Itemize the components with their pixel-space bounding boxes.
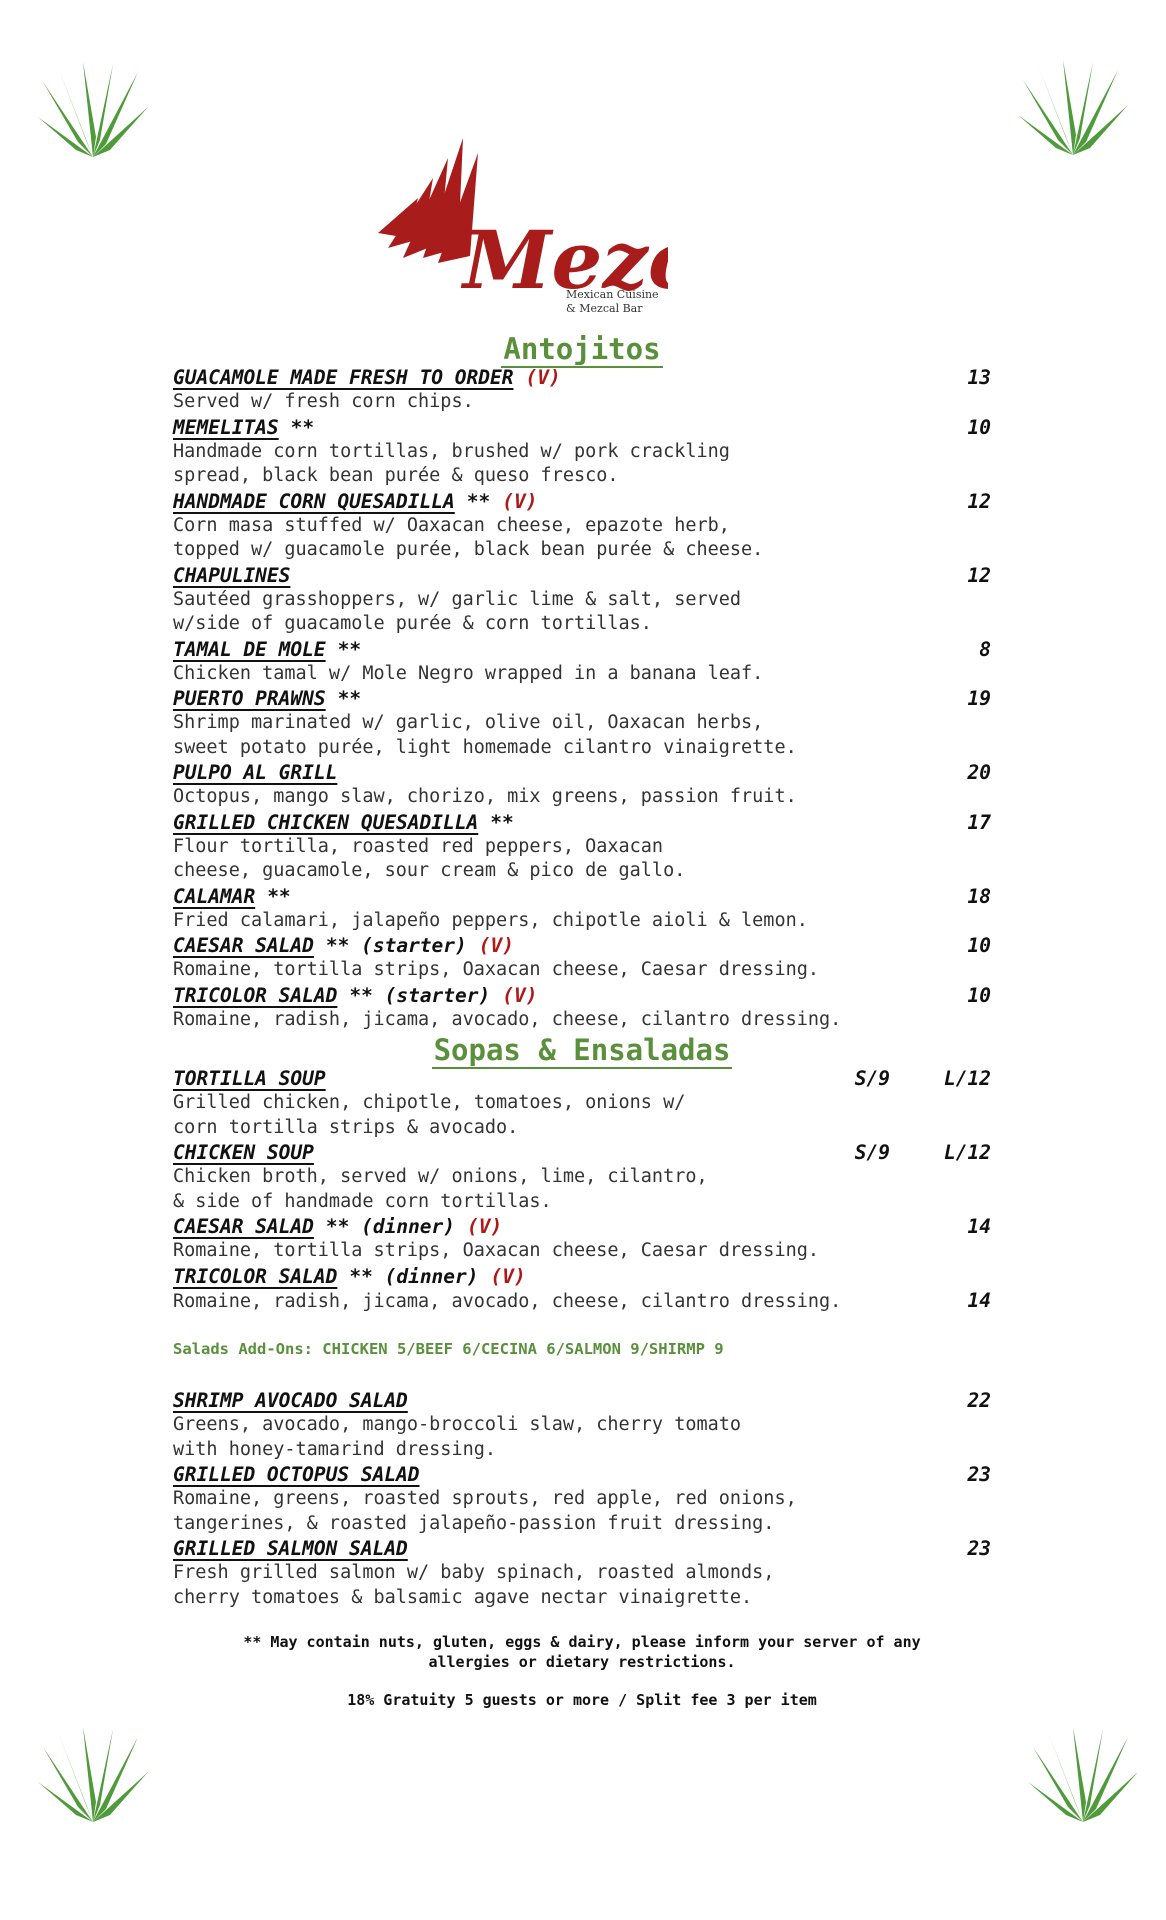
menu-item	[173, 563, 991, 637]
item-description: cherry tomatoes & balsamic agave nectar vinaigrette.	[173, 1586, 753, 1608]
item-header	[173, 983, 991, 1008]
price-large: L/12	[944, 1141, 991, 1164]
item-description: Flour tortilla, roasted red peppers, Oaxacan	[173, 835, 664, 857]
item-header	[173, 1536, 991, 1561]
item-name: PULPO AL GRILL	[173, 761, 338, 784]
item-name: GRILLED CHICKEN QUESADILLA	[173, 810, 479, 834]
item-description: Romaine, tortilla strips, Oaxacan cheese, Caesar dressing.	[173, 959, 820, 980]
item-name: HANDMADE CORN QUESADILLA	[173, 489, 455, 513]
item-price: 12	[967, 489, 991, 513]
allergy-note-line: ** May contain nuts, gluten, eggs & dairy, please inform your server of any	[243, 1633, 921, 1651]
item-name: PUERTO PRAWNS	[173, 687, 326, 710]
item-stars: ** (dinner)	[325, 1215, 456, 1238]
item-description: Fresh grilled salmon w/ baby spinach, roasted almonds,	[173, 1562, 775, 1583]
item-description: Handmade corn tortillas, brushed w/ pork crackling	[173, 440, 730, 462]
menu-item	[173, 983, 991, 1033]
item-name: TORTILLA SOUP	[173, 1067, 326, 1090]
item-stars: **	[490, 810, 514, 834]
item-description: Served w/ fresh corn chips.	[173, 391, 474, 412]
item-name: SHRIMP AVOCADO SALAD	[173, 1389, 408, 1412]
salad-addons: Salads Add-Ons: CHICKEN 5/BEEF 6/CECINA 6/SALMON 9/SHIRMP 9	[173, 1340, 724, 1358]
item-price: 22	[967, 1389, 991, 1412]
section-title-sopas: Sopas & Ensaladas	[433, 1033, 731, 1067]
item-header	[173, 637, 991, 662]
item-description: Romaine, radish, jicama, avocado, cheese, cilantro dressing.	[173, 1008, 842, 1030]
item-description: spread, black bean purée & queso fresco.	[173, 465, 619, 486]
menu-item	[173, 810, 991, 884]
item-name: CAESAR SALAD	[173, 1215, 314, 1238]
item-price: 19	[967, 687, 991, 710]
item-description: Grilled chicken, chipotle, tomatoes, onions w/	[173, 1092, 686, 1113]
item-price: 10	[967, 934, 991, 957]
item-description: Fried calamari, jalapeño peppers, chipotle aioli & lemon.	[173, 909, 808, 931]
item-price: 8	[979, 637, 991, 661]
menu-item	[173, 1388, 991, 1462]
item-header	[173, 563, 991, 588]
item-name: CHICKEN SOUP	[173, 1141, 314, 1164]
item-header	[173, 760, 991, 785]
item-header	[173, 415, 991, 440]
item-price: 13	[967, 366, 991, 389]
item-description: tangerines, & roasted jalapeño-passion fruit dressing.	[173, 1512, 775, 1534]
item-description: Romaine, radish, jicama, avocado, cheese, cilantro dressing.	[173, 1290, 842, 1312]
menu-item	[173, 1140, 991, 1214]
item-stars: **	[337, 687, 362, 710]
item-price: 17	[967, 810, 991, 834]
menu-item	[173, 933, 991, 983]
item-header	[173, 1140, 991, 1165]
menu-item	[173, 1214, 991, 1264]
item-name: CAESAR SALAD	[173, 934, 314, 957]
vegetarian-badge: (V)	[525, 366, 561, 389]
menu-item	[173, 489, 991, 563]
menu-item	[173, 1536, 991, 1610]
item-price: 23	[967, 1463, 991, 1486]
menu-item	[173, 1066, 991, 1140]
item-sizes	[855, 1066, 991, 1091]
item-description: Romaine, tortilla strips, Oaxacan cheese, Caesar dressing.	[173, 1240, 820, 1261]
menu-item	[173, 365, 991, 415]
menu-item	[173, 686, 991, 760]
allergy-note-line: allergies or dietary restrictions.	[428, 1653, 736, 1671]
price-small: S/9	[854, 1067, 891, 1090]
item-description: Corn masa stuffed w/ Oaxacan cheese, epazote herb,	[173, 514, 730, 536]
mezcal-logo	[378, 138, 668, 333]
item-price: 10	[967, 415, 991, 439]
item-price: 14	[967, 1288, 991, 1312]
item-description: Sautéed grasshoppers, w/ garlic lime & salt, served	[173, 588, 742, 610]
item-name: TAMAL DE MOLE	[173, 637, 326, 661]
item-header	[173, 365, 991, 390]
item-description: Chicken broth, served w/ onions, lime, cilantro,	[173, 1166, 708, 1187]
allergy-note	[173, 1632, 991, 1672]
item-price: 10	[967, 983, 991, 1007]
soups-list	[173, 1066, 991, 1214]
item-header	[173, 489, 991, 514]
item-description: Octopus, mango slaw, chorizo, mix greens, passion fruit.	[173, 786, 797, 807]
item-header	[173, 810, 991, 835]
item-stars: ** (starter)	[325, 934, 467, 957]
item-description: cheese, guacamole, sour cream & pico de gallo.	[173, 860, 686, 881]
svg-text:Mezcal: Mez	[463, 213, 648, 307]
item-price: 23	[967, 1537, 991, 1560]
item-name: MEMELITAS	[173, 415, 279, 439]
item-header	[173, 884, 991, 909]
item-sizes	[855, 1140, 991, 1165]
item-header	[173, 933, 991, 958]
svg-text:Mexican Cuisine: Mexican Cuisine	[566, 288, 659, 301]
item-stars: **	[267, 884, 291, 908]
item-header	[173, 1462, 991, 1487]
item-price: 20	[967, 761, 991, 784]
item-description: with honey-tamarind dressing.	[173, 1438, 497, 1460]
item-stars: ** (dinner)	[349, 1264, 479, 1288]
gratuity-note: 18% Gratuity 5 guests or more / Split fee 3 per item	[347, 1691, 817, 1709]
item-name: GUACAMOLE MADE FRESH TO ORDER	[173, 366, 514, 389]
vegetarian-badge: (V)	[478, 934, 515, 957]
item-price: 12	[967, 563, 991, 587]
agave-icon	[1018, 60, 1128, 155]
item-name: CHAPULINES	[173, 563, 291, 587]
item-name: CALAMAR	[173, 884, 256, 908]
menu-body	[173, 333, 991, 1710]
agave-icon	[1028, 1727, 1138, 1822]
item-header	[173, 686, 991, 711]
price-large: L/12	[944, 1067, 991, 1090]
vegetarian-badge: (V)	[467, 1215, 503, 1238]
item-name: TRICOLOR SALAD	[173, 1264, 338, 1288]
agave-icon	[38, 62, 148, 157]
item-name: GRILLED OCTOPUS SALAD	[173, 1463, 420, 1486]
salads-list	[173, 1388, 991, 1610]
agave-icon	[38, 1727, 148, 1822]
antojitos-list	[173, 365, 991, 1032]
item-description: Romaine, greens, roasted sprouts, red apple, red onions,	[173, 1488, 797, 1509]
price-small: S/9	[854, 1141, 891, 1164]
vegetarian-badge: (V)	[490, 1264, 526, 1288]
section-title-antojitos: Antojitos	[503, 332, 661, 366]
svg-text:& Mezcal Bar: & Mezcal Bar	[566, 302, 643, 315]
item-name: TRICOLOR SALAD	[173, 983, 338, 1007]
item-description: topped w/ guacamole purée, black bean purée & cheese.	[173, 539, 764, 560]
vegetarian-badge: (V)	[502, 489, 538, 513]
item-description: Chicken tamal w/ Mole Negro wrapped in a banana leaf.	[173, 662, 764, 684]
item-description: w/side of guacamole purée & corn tortillas.	[173, 613, 652, 634]
item-description: Greens, avocado, mango-broccoli slaw, cherry tomato	[173, 1414, 742, 1435]
item-description: sweet potato purée, light homemade cilantro vinaigrette.	[173, 736, 797, 758]
menu-item	[173, 1264, 991, 1315]
item-name: GRILLED SALMON SALAD	[173, 1537, 408, 1560]
item-header	[173, 1388, 991, 1413]
item-header	[173, 1066, 991, 1091]
item-price: 14	[967, 1215, 991, 1238]
item-description: & side of handmade corn tortillas.	[173, 1190, 552, 1212]
item-stars: **	[337, 637, 362, 661]
item-stars: **	[466, 489, 491, 513]
vegetarian-badge: (V)	[502, 983, 538, 1007]
item-stars: ** (starter)	[349, 983, 491, 1007]
menu-item	[173, 760, 991, 810]
menu-item	[173, 637, 991, 687]
item-description: corn tortilla strips & avocado.	[173, 1116, 519, 1138]
item-price: 18	[967, 884, 991, 908]
item-stars: **	[290, 415, 315, 439]
menu-item	[173, 1462, 991, 1536]
menu-item	[173, 884, 991, 934]
menu-item	[173, 415, 991, 489]
item-description: Shrimp marinated w/ garlic, olive oil, Oaxacan herbs,	[173, 712, 764, 733]
